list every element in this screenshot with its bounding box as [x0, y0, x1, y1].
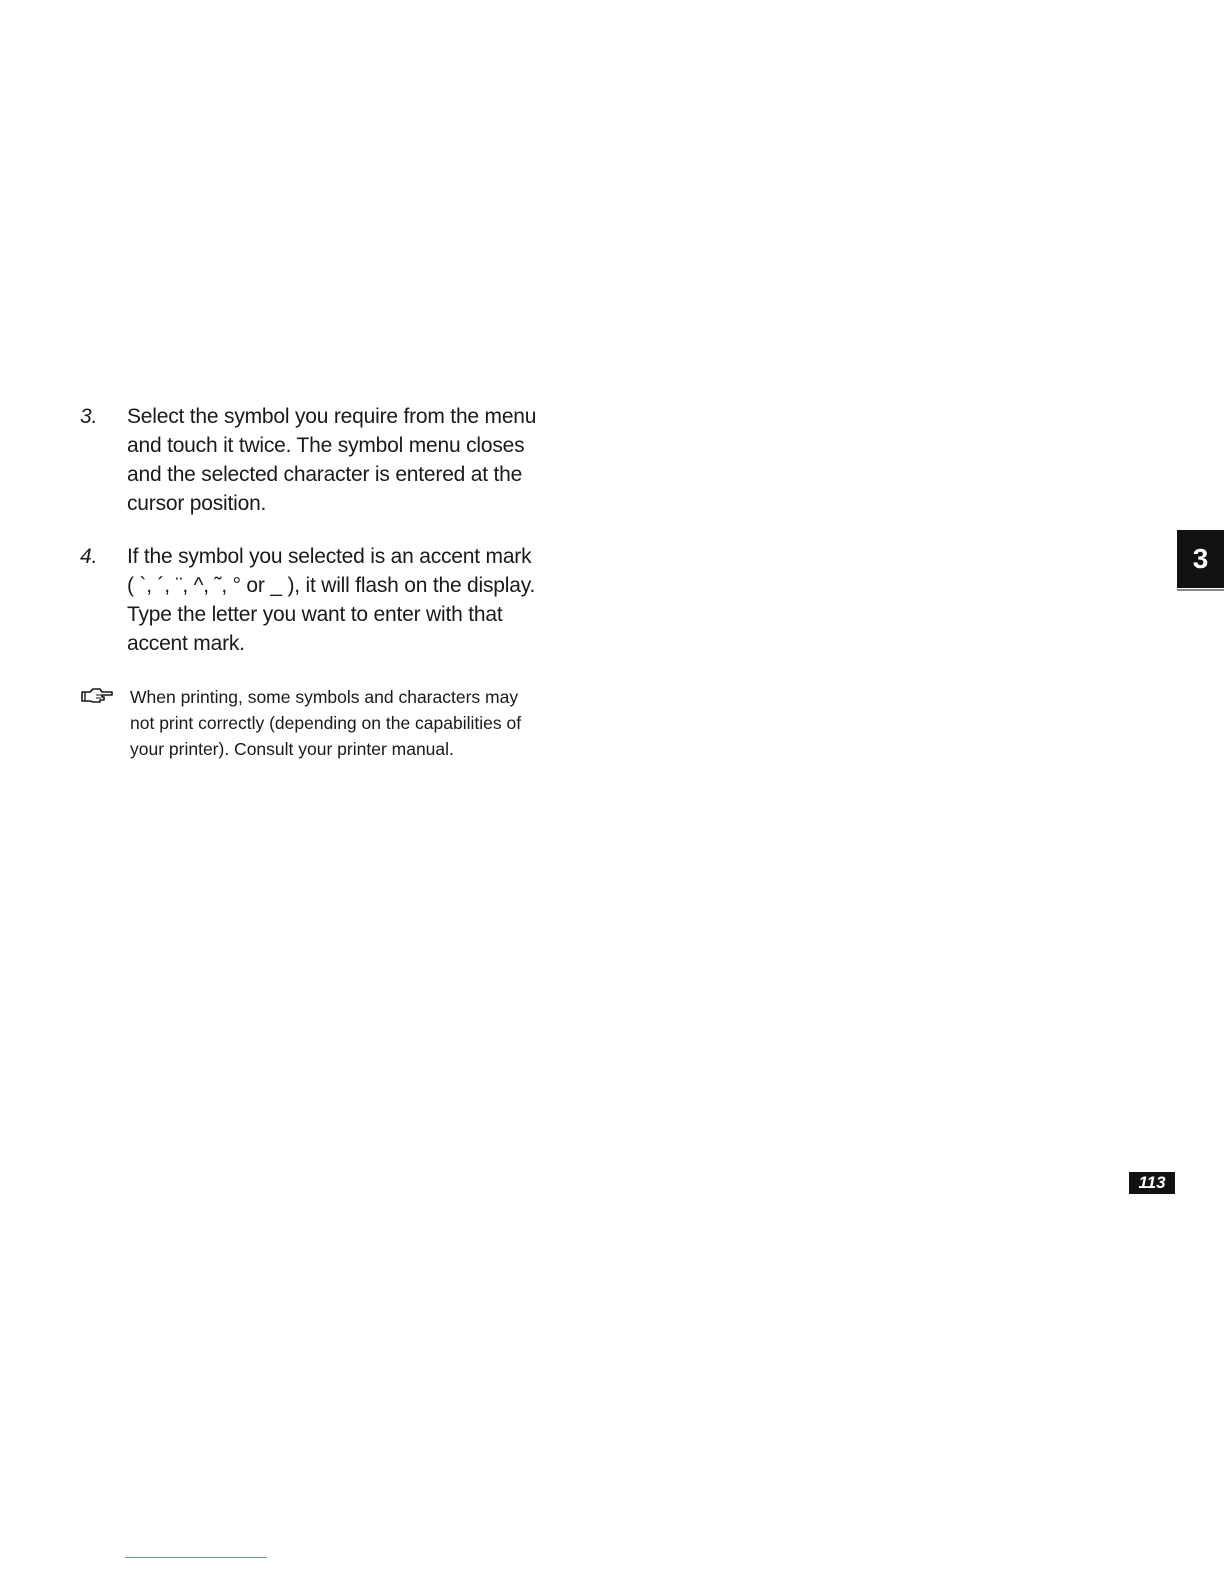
pointing-hand-icon	[80, 686, 114, 706]
footer-rule	[125, 1557, 267, 1558]
step-text	[127, 402, 597, 518]
step-line: Select the symbol you require from the menu	[127, 405, 537, 428]
step-line: cursor position.	[127, 492, 267, 515]
step-line: accent mark.	[127, 632, 245, 655]
note-line: not print correctly (depending on the capabilities of	[130, 713, 522, 733]
step-number: 3.	[80, 405, 98, 428]
step-number: 4.	[80, 545, 98, 568]
step-line: and the selected character is entered at the	[127, 463, 523, 486]
note-line: your printer). Consult your printer manual.	[130, 739, 454, 759]
chapter-tab: 3	[1177, 530, 1224, 588]
note-text	[130, 684, 521, 762]
step-line: ( `, ´, ¨, ^, ˜, ° or _ ), it will flash on the display.	[127, 574, 536, 597]
page-number: 113	[1129, 1172, 1175, 1194]
step-line: and touch it twice. The symbol menu closes	[127, 434, 525, 457]
note-line: When printing, some symbols and characters may	[130, 687, 519, 707]
step-line: Type the letter you want to enter with that	[127, 603, 503, 626]
step-text	[127, 542, 597, 658]
step-line: If the symbol you selected is an accent mark	[127, 545, 532, 568]
